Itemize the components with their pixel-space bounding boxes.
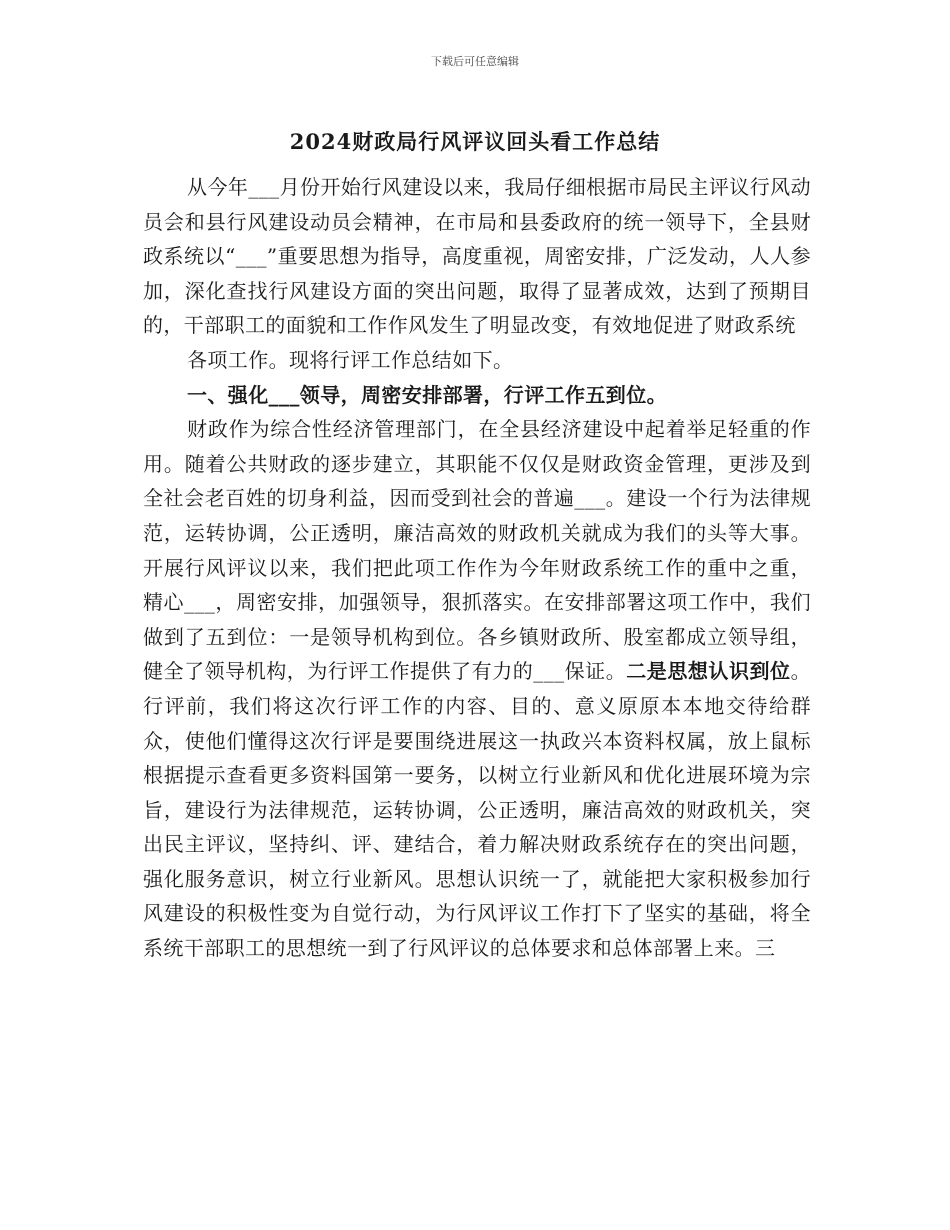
paragraph-summary-lead: 各项工作。现将行评工作总结如下。 — [187, 347, 514, 372]
paragraph-text: 。行评前，我们将这次行评工作的内容、目的、意义原原本本地交待给群众，使他们懂得这次行评是要围绕进展这一执政兴本资料权属，放上鼠标根据提示查看更多资料国第一要务，以树立行业新风和优化进展环境为宗旨，建设行为法律规范，运转协调，公正透明，廉洁高效的财政机关，突出民主评议，坚持纠、评、建结合，着力解决财政系统存在的突出问题，强化服务意识，树立行业新风。思想认识统一了，就能把大家积极参加行风建设的积极性变为自觉行动，为行风评议工作打下了坚实的基础，将全系统干部职工的思想统一到了行风评议的总体要求和总体部署上来。三 — [143, 659, 812, 961]
paragraph-section-1 — [143, 412, 811, 966]
document-body — [143, 170, 811, 966]
paragraph-intro: 从今年___月份开始行风建设以来，我局仔细根据市局民主评议行风动员会和县行风建设动员会精神，在市局和县委政府的统一领导下，全县财政系统以“___”重要思想为指导，高度重视，周密安排，广泛发动，人人参加，深化查找行风建设方面的突出问题，取得了显著成效，达到了预期目的，干部职工的面貌和工作作风发生了明显改变，有效地促进了财政系统 — [143, 175, 811, 338]
document-title: 2024财政局行风评议回头看工作总结 — [289, 129, 661, 154]
paragraph-text: 财政作为综合性经济管理部门，在全县经济建设中起着举足轻重的作用。随着公共财政的逐步建立，其职能不仅仅是财政资金管理，更涉及到全社会老百姓的切身利益，因而受到社会的普遍___。建设一个行为法律规范，运转协调，公正透明，廉洁高效的财政机关就成为我们的头等大事。开展行风评议以来，我们把此项工作作为今年财政系统工作的重中之重，精心___，周密安排，加强领导，狠抓落实。在安排部署这项工作中，我们做到了五到位：一是领导机构到位。各乡镇财政所、股室都成立领导组，健全了领导机构，为行评工作提供了有力的___保证。 — [143, 417, 811, 684]
inline-bold-phrase: 二是思想认识到位 — [626, 659, 791, 684]
section-heading-1: 一、强化___领导，周密安排部署，行评工作五到位。 — [187, 382, 667, 407]
header-note: 下载后可任意编辑 — [431, 55, 519, 68]
